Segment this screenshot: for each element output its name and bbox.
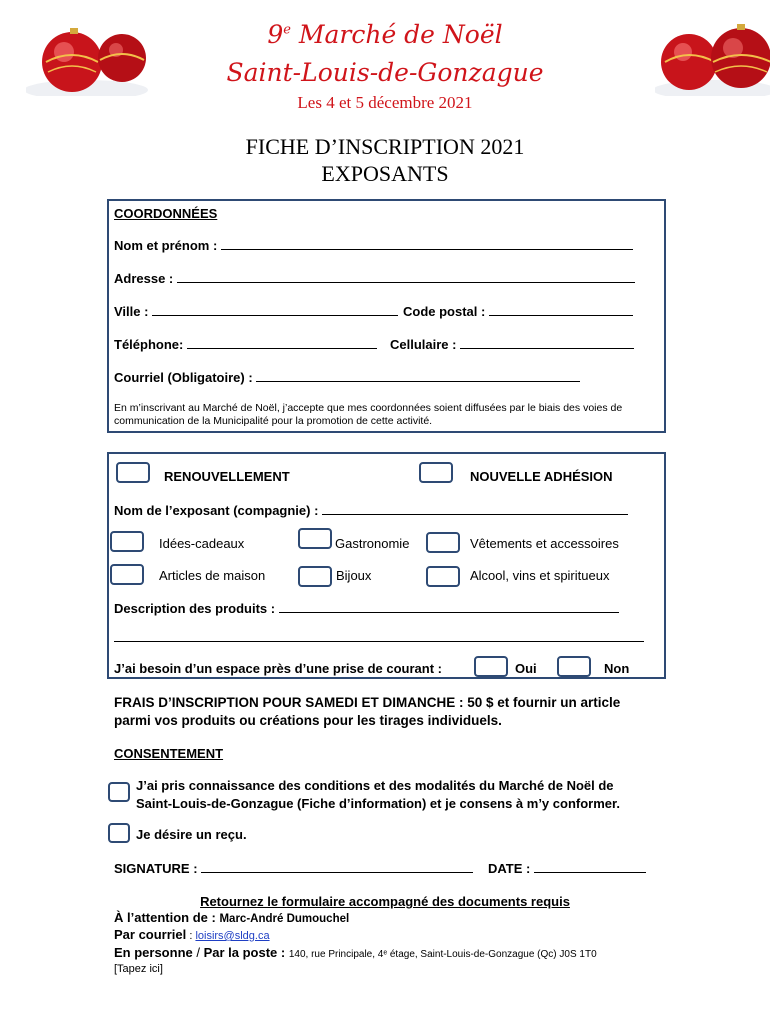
nom-field[interactable]: [114, 238, 633, 253]
alcool-label: Alcool, vins et spiritueux: [470, 568, 610, 583]
consentement-text-2: Saint-Louis-de-Gonzague (Fiche d’information) et je consens à m’y conformer.: [136, 796, 620, 811]
nom-exposant-field[interactable]: [114, 503, 628, 518]
attention-line: [114, 910, 349, 925]
en-personne-label: En personne: [114, 945, 193, 960]
articles-maison-checkbox[interactable]: [110, 564, 144, 585]
ville-field[interactable]: [114, 304, 398, 319]
renouvellement-checkbox[interactable]: [116, 462, 150, 483]
prise-courant-label: J’ai besoin d’un espace près d’une prise de courant :: [114, 661, 442, 676]
form-title: FICHE D’INSCRIPTION 2021: [245, 134, 525, 159]
vetements-checkbox[interactable]: [426, 532, 460, 553]
placeholder-text[interactable]: [Tapez ici]: [114, 963, 163, 975]
courriel-label: Courriel (Obligatoire) :: [114, 370, 253, 385]
courriel-line: Par courriel : loisirs@sldg.ca: [114, 927, 270, 942]
frais-line-2: parmi vos produits ou créations pour les tirages individuels.: [114, 713, 502, 728]
non-checkbox[interactable]: [557, 656, 591, 677]
privacy-notice: En m’inscrivant au Marché de Noël, j’accepte que mes coordonnées soient diffusées par le biais des voies de communication de la Municipalité pour la promotion de cette activité.: [114, 402, 623, 427]
renouvellement-label: RENOUVELLEMENT: [164, 469, 290, 484]
adresse-field[interactable]: [114, 271, 635, 286]
signature-label: SIGNATURE :: [114, 861, 198, 876]
mailing-address: 140, rue Principale, 4ᵉ étage, Saint-Louis-de-Gonzague (Qc) J0S 1T0: [288, 949, 597, 960]
adresse-label: Adresse :: [114, 271, 174, 286]
nom-label: Nom et prénom :: [114, 238, 218, 253]
non-label: Non: [604, 661, 630, 676]
par-la-poste-label: Par la poste :: [203, 945, 286, 960]
coordonnees-heading: COORDONNÉES: [114, 206, 218, 221]
telephone-label: Téléphone:: [114, 337, 184, 352]
email-link[interactable]: loisirs@sldg.ca: [195, 930, 270, 942]
event-dates: Les 4 et 5 décembre 2021: [297, 93, 473, 112]
attention-label: À l’attention de :: [114, 910, 216, 925]
idees-cadeaux-checkbox[interactable]: [110, 531, 144, 552]
description-label: Description des produits :: [114, 601, 276, 616]
event-location: Saint-Louis-de-Gonzague: [226, 58, 544, 87]
gastronomie-label: Gastronomie: [335, 536, 410, 551]
poste-line: En personne / Par la poste : 140, rue Principale, 4ᵉ étage, Saint-Louis-de-Gonzague (Qc) J0S 1T0: [114, 945, 597, 960]
consentement-checkbox[interactable]: [108, 782, 130, 802]
consentement-heading: CONSENTEMENT: [114, 746, 224, 761]
retour-heading: Retournez le formulaire accompagné des documents requis: [200, 894, 570, 909]
frais-line-1: FRAIS D’INSCRIPTION POUR SAMEDI ET DIMANCHE : 50 $ et fournir un article: [114, 695, 621, 710]
oui-checkbox[interactable]: [474, 656, 508, 677]
vetements-label: Vêtements et accessoires: [470, 536, 619, 551]
idees-cadeaux-label: Idées-cadeaux: [159, 536, 245, 551]
attention-name: Marc-André Dumouchel: [219, 913, 350, 925]
recu-checkbox[interactable]: [108, 823, 130, 843]
code-postal-field[interactable]: [403, 304, 633, 319]
telephone-field[interactable]: [114, 337, 377, 352]
form-subtitle: EXPOSANTS: [321, 161, 449, 186]
date-label: DATE :: [488, 861, 531, 876]
description-line-2[interactable]: [114, 641, 644, 642]
event-title: 9e Marché de Noël: [267, 20, 503, 49]
signature-field[interactable]: [114, 861, 473, 876]
cellulaire-field[interactable]: [390, 337, 634, 352]
cellulaire-label: Cellulaire :: [390, 337, 457, 352]
date-field[interactable]: [488, 861, 646, 876]
gastronomie-checkbox[interactable]: [298, 528, 332, 549]
bijoux-checkbox[interactable]: [298, 566, 332, 587]
nouvelle-adhesion-checkbox[interactable]: [419, 462, 453, 483]
bijoux-label: Bijoux: [336, 568, 372, 583]
alcool-checkbox[interactable]: [426, 566, 460, 587]
consentement-text-1: J’ai pris connaissance des conditions et des modalités du Marché de Noël de: [136, 778, 614, 793]
courriel-field[interactable]: [114, 370, 580, 385]
code-postal-label: Code postal :: [403, 304, 486, 319]
articles-maison-label: Articles de maison: [159, 568, 266, 583]
nom-exposant-label: Nom de l’exposant (compagnie) :: [114, 503, 319, 518]
description-field[interactable]: [114, 601, 619, 616]
courriel-method-label: Par courriel: [114, 927, 187, 942]
ville-label: Ville :: [114, 304, 149, 319]
oui-label: Oui: [515, 661, 537, 676]
recu-label: Je désire un reçu.: [136, 827, 247, 842]
exposant-section: [107, 452, 666, 679]
nouvelle-adhesion-label: NOUVELLE ADHÉSION: [470, 469, 613, 484]
